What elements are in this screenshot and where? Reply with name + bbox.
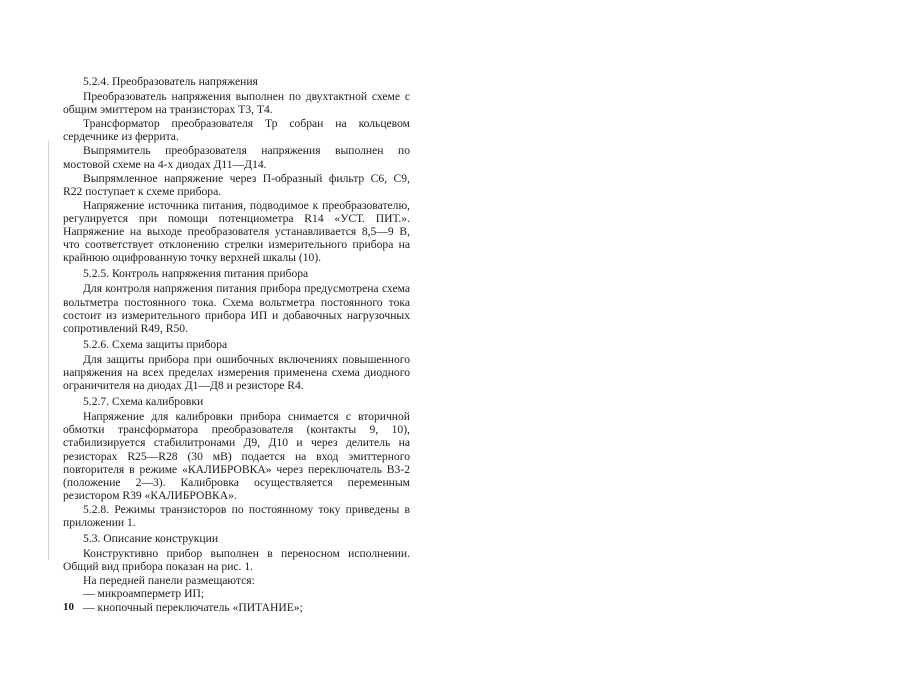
paragraph: Напряжение источника питания, подводимое к преобразователю, регулируется при помощи потенциометра R14 «УСТ. ПИТ.». Напряжение на выходе преобразователя устанавливается 8,5—9 В, что соответствует отклонению стрелки измерительного прибора на крайнюю оцифрованную точку верхней шкалы (10). — [63, 198, 410, 265]
section-heading-5-2-6: 5.2.6. Схема защиты прибора — [83, 337, 228, 351]
paragraph: 5.2.8. Режимы транзисторов по постоянному току приведены в приложении 1. — [63, 502, 410, 529]
section-heading-5-3: 5.3. Описание конструкции — [83, 532, 219, 546]
section-heading-5-2-7: 5.2.7. Схема калибровки — [83, 395, 204, 409]
paragraph: Напряжение для калибровки прибора снимается с вторичной обмотки трансформатора преобразователя (контакты 9, 10), стабилизируется стабилитронами Д9, Д10 и через делитель на резисторах R25—R28 (30 мВ) подается на вход эмиттерного повторителя в режиме «КАЛИБРОВКА» через переключатель В3-2 (положение 2—3). Калибровка осуществляется переменным резистором R39 «КАЛИБРОВКА». — [63, 410, 410, 502]
paragraph: Трансформатор преобразователя Тр собран на кольцевом сердечнике из феррита. — [63, 117, 410, 144]
paragraph: Преобразователь напряжения выполнен по двухтактной схеме с общим эмиттером на транзисторах Т3, Т4. — [63, 90, 410, 117]
paragraph: Выпрямитель преобразователя напряжения выполнен по мостовой схеме на 4-х диодах Д11—Д14. — [63, 144, 410, 171]
paragraph: Конструктивно прибор выполнен в переносном исполнении. Общий вид прибора показан на рис. 1. — [63, 547, 410, 574]
list-item: — микроамперметр ИП; — [83, 587, 205, 601]
list-item: — кнопочный переключатель «ПИТАНИЕ»; — [83, 600, 303, 614]
paragraph: Выпрямленное напряжение через П-образный фильтр С6, С9, R22 поступает к схеме прибора. — [63, 171, 410, 198]
section-heading-5-2-4: 5.2.4. Преобразователь напряжения — [83, 75, 258, 88]
body-text — [63, 72, 410, 614]
scan-edge-mark — [48, 140, 49, 560]
paragraph: Для контроля напряжения питания прибора предусмотрена схема вольтметра постоянного тока. Схема вольтметра постоянного тока состоит из измерительного прибора ИП и добавочных нагрузочных сопротивлений R49, R50. — [63, 282, 410, 335]
page-number: 10 — [63, 601, 74, 613]
paragraph: На передней панели размещаются: — [83, 574, 255, 588]
paragraph: Для защиты прибора при ошибочных включениях повышенного напряжения на всех пределах измерения применена схема диодного ограничителя на диодах Д1—Д8 и резисторе R4. — [63, 352, 410, 393]
section-heading-5-2-5: 5.2.5. Контроль напряжения питания прибора — [83, 267, 309, 281]
